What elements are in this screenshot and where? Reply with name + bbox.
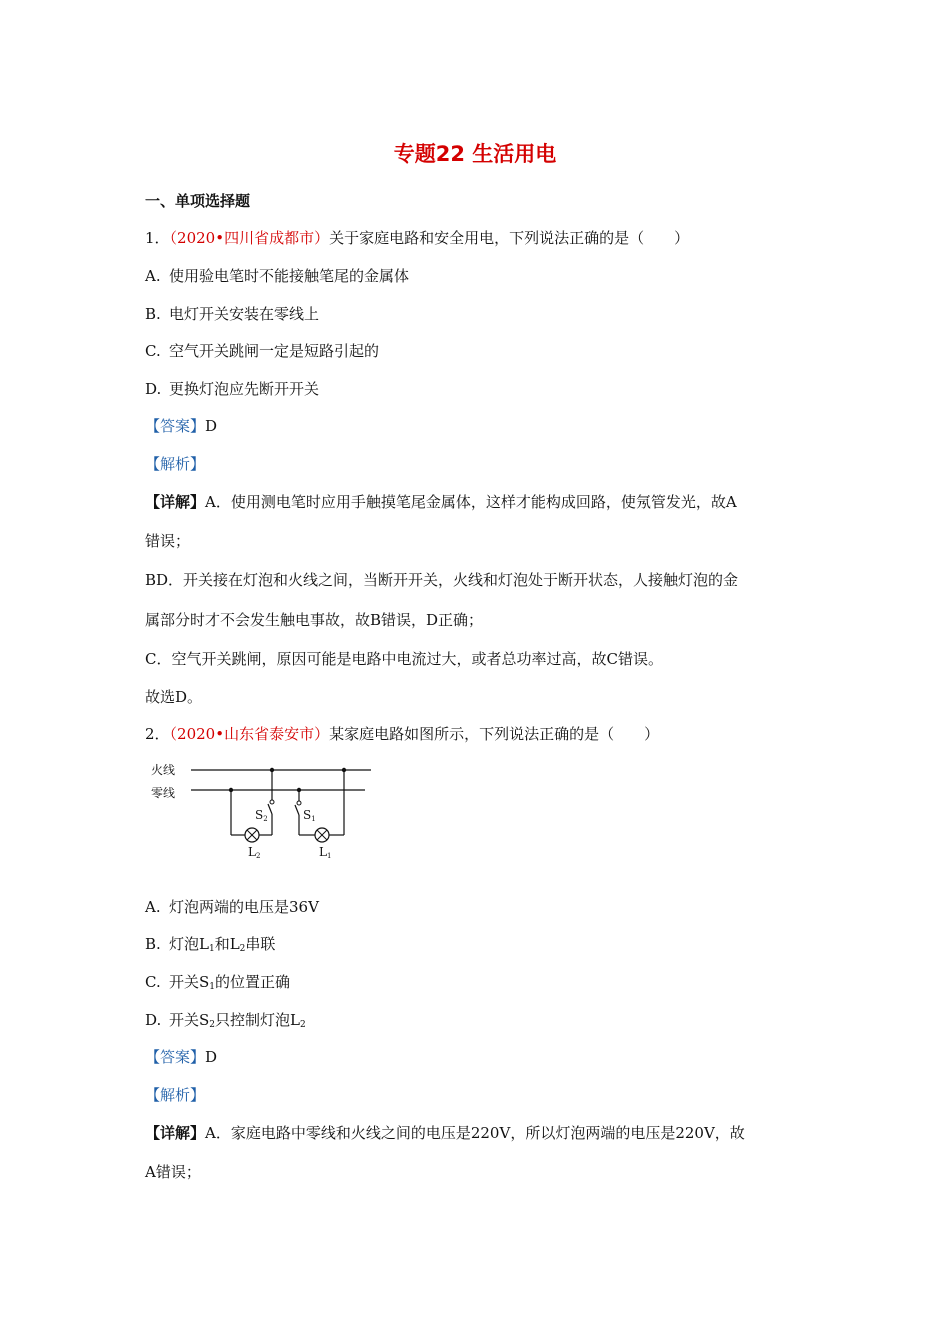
option-b: B. 灯泡$L_1$和$L_2$串联 <box>145 935 276 954</box>
live-wire-label: 火线 <box>151 763 176 777</box>
option-a: A. 灯泡两端的电压是36V <box>145 898 319 916</box>
detail-line: A错误； <box>145 1163 201 1181</box>
answer-tag: 【答案】 <box>145 1048 206 1066</box>
question-number: 1． <box>145 229 170 247</box>
detail-line: 【详解】A．家庭电路中零线和火线之间的电压是220V，所以灯泡两端的电压是220V，故 <box>145 1124 745 1142</box>
question-source: （2020•四川省成都市） <box>169 229 330 247</box>
analysis-tag: 【解析】 <box>145 1086 206 1104</box>
answer-value: D <box>205 1048 218 1066</box>
lamp-l2-icon <box>245 828 259 842</box>
option-b: B. 电灯开关安装在零线上 <box>145 305 320 323</box>
detail-line: 【详解】A．使用测电笔时应用手触摸笔尾金属体，这样才能构成回路，使氖管发光，故A <box>145 493 737 511</box>
switch-s1-icon <box>295 801 301 815</box>
option-d: D. 更换灯泡应先断开开关 <box>145 380 320 398</box>
question-text: 关于家庭电路和安全用电，下列说法正确的是（ ） <box>329 229 690 247</box>
switch-s2-icon <box>268 800 274 814</box>
circuit-diagram <box>145 757 385 862</box>
detail-line: 错误； <box>145 532 191 550</box>
question-2-stem <box>145 724 659 744</box>
analysis-tag: 【解析】 <box>145 455 206 473</box>
answer-value: D <box>205 417 218 435</box>
section-heading: 一、单项选择题 <box>145 192 251 210</box>
option-a: A. 使用验电笔时不能接触笔尾的金属体 <box>145 267 410 285</box>
answer-line <box>145 416 217 436</box>
question-source: （2020•山东省泰安市） <box>169 725 330 743</box>
switch-s1-label: S1 <box>303 808 316 823</box>
question-text: 某家庭电路如图所示，下列说法正确的是（ ） <box>329 725 660 743</box>
answer-tag: 【答案】 <box>145 417 206 435</box>
detail-tag: 【详解】 <box>145 1124 206 1142</box>
switch-s2-label: S2 <box>255 808 268 823</box>
detail-line: 故选D。 <box>145 688 203 706</box>
option-c: C. 空气开关跳闸一定是短路引起的 <box>145 342 380 360</box>
answer-line <box>145 1047 217 1067</box>
detail-line: C．空气开关跳闸，原因可能是电路中电流过大，或者总功率过高，故C错误。 <box>145 650 663 668</box>
option-d: D. 开关$S_2$只控制灯泡$L_2$ <box>145 1011 306 1030</box>
question-1-stem <box>145 228 689 248</box>
detail-line: 属部分时才不会发生触电事故，故B错误，D正确； <box>145 611 484 629</box>
detail-tag: 【详解】 <box>145 493 206 511</box>
lamp-l1-label: L1 <box>319 845 332 860</box>
lamp-l2-label: L2 <box>248 845 261 860</box>
lamp-l1-icon <box>315 828 329 842</box>
detail-line: BD．开关接在灯泡和火线之间，当断开开关，火线和灯泡处于断开状态，人接触灯泡的金 <box>145 571 739 589</box>
neutral-wire-label: 零线 <box>151 786 176 800</box>
option-c: C. 开关$S_1$的位置正确 <box>145 973 291 992</box>
question-number: 2． <box>145 725 170 743</box>
page-title: 专题22 生活用电 <box>393 142 557 166</box>
